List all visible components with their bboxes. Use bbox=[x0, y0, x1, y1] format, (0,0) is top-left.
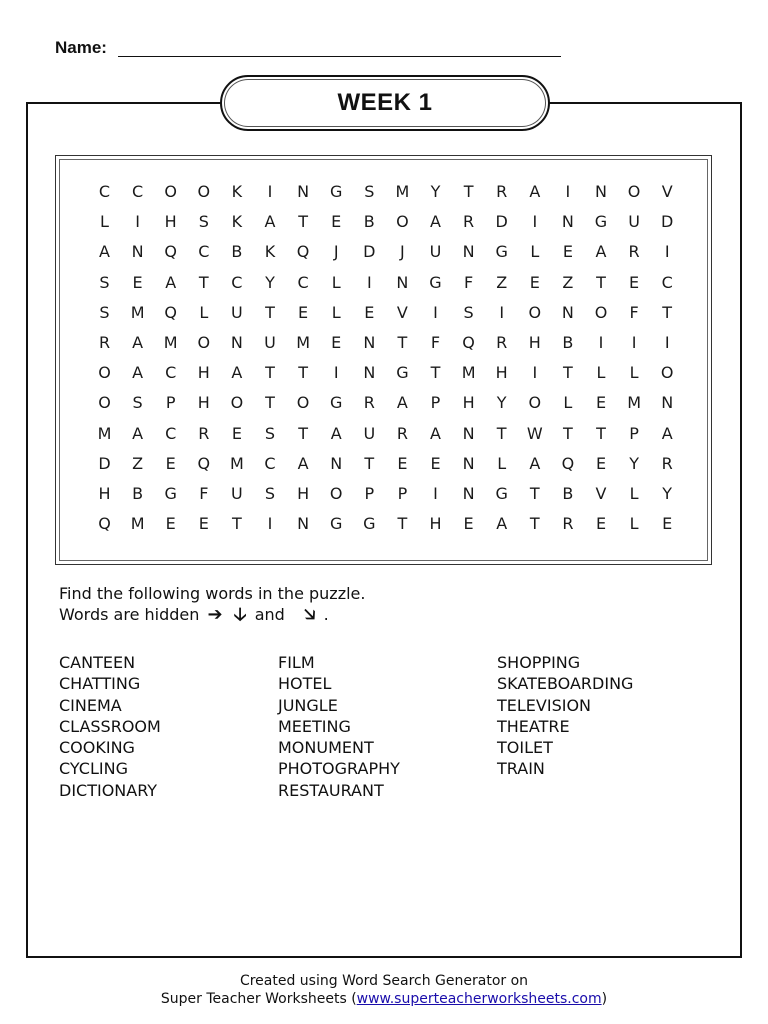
grid-letter: O bbox=[197, 333, 211, 352]
grid-letter: P bbox=[629, 423, 639, 443]
grid-letter: T bbox=[430, 363, 441, 383]
grid-letter: E bbox=[430, 453, 441, 473]
instructions-line-2 bbox=[59, 604, 365, 625]
grid-letter: E bbox=[595, 393, 607, 413]
grid-letter: B bbox=[562, 333, 574, 352]
grid-letter: N bbox=[561, 302, 574, 322]
grid-letter: E bbox=[165, 514, 176, 534]
grid-letter: E bbox=[629, 272, 640, 292]
word-item: SHOPPING bbox=[497, 653, 581, 672]
footer-prefix: Super Teacher Worksheets ( bbox=[160, 991, 357, 1007]
grid-letter: N bbox=[462, 423, 475, 443]
grid-letter: K bbox=[231, 212, 243, 232]
grid-letter: G bbox=[429, 272, 442, 292]
arrow-down-icon: 🡣 bbox=[233, 604, 247, 625]
grid-letter: U bbox=[429, 242, 442, 262]
grid-letter: S bbox=[99, 302, 110, 322]
grid-letter: L bbox=[331, 272, 341, 292]
grid-letter: O bbox=[528, 393, 542, 413]
footer-line-2 bbox=[0, 990, 768, 1008]
word-list-column-3 bbox=[497, 652, 633, 780]
grid-letter: M bbox=[627, 393, 641, 413]
grid-letter: M bbox=[130, 514, 145, 534]
grid-letter: R bbox=[198, 423, 210, 443]
grid-letter: D bbox=[661, 212, 674, 232]
grid-letter: N bbox=[561, 212, 574, 232]
grid-letter: T bbox=[596, 272, 606, 292]
word-list-column-1 bbox=[59, 652, 161, 801]
instructions bbox=[59, 583, 365, 625]
grid-letter: H bbox=[197, 393, 210, 413]
grid-letter: N bbox=[230, 333, 243, 352]
word-list-column-2 bbox=[278, 652, 400, 801]
grid-letter: F bbox=[430, 333, 441, 352]
grid-letter: G bbox=[164, 484, 177, 503]
grid-letter: E bbox=[595, 453, 607, 473]
grid-row bbox=[88, 484, 688, 514]
grid-letter: Q bbox=[296, 242, 310, 262]
arrow-right-icon: ➔ bbox=[207, 604, 223, 625]
grid-letter: L bbox=[199, 302, 209, 322]
grid-letter: E bbox=[331, 333, 342, 352]
name-label: Name: bbox=[55, 38, 107, 57]
grid-letter: Z bbox=[496, 272, 508, 292]
grid-letter: S bbox=[264, 484, 276, 503]
word-item: SKATEBOARDING bbox=[497, 674, 634, 694]
grid-letter: T bbox=[298, 363, 308, 383]
grid-letter: O bbox=[396, 212, 409, 232]
grid-letter: Y bbox=[662, 484, 673, 503]
grid-letter: J bbox=[333, 242, 339, 262]
week-title: WEEK 1 bbox=[337, 89, 433, 116]
grid-letter: A bbox=[661, 423, 673, 443]
grid-letter: L bbox=[497, 453, 507, 473]
grid-letter: C bbox=[264, 453, 276, 473]
grid-letter: B bbox=[363, 212, 375, 232]
grid-letter: N bbox=[396, 272, 409, 292]
grid-letter: R bbox=[562, 514, 574, 534]
grid-letter: T bbox=[198, 272, 209, 292]
grid-letter: A bbox=[132, 333, 144, 352]
grid-letter: R bbox=[98, 333, 111, 352]
grid-letter: Q bbox=[98, 514, 111, 534]
grid-letter: A bbox=[396, 393, 408, 413]
grid-letter: T bbox=[529, 484, 540, 503]
grid-letter: R bbox=[496, 182, 508, 201]
grid-letter: H bbox=[297, 484, 310, 503]
grid-letter: J bbox=[400, 242, 405, 262]
grid-row bbox=[88, 182, 688, 212]
grid-row bbox=[88, 363, 688, 393]
grid-letter: Q bbox=[197, 453, 211, 473]
grid-letter: F bbox=[199, 484, 209, 503]
grid-row bbox=[88, 393, 688, 423]
grid-letter: E bbox=[529, 272, 540, 292]
grid-letter: N bbox=[363, 363, 376, 383]
grid-letter: R bbox=[661, 453, 673, 473]
grid-letter: K bbox=[231, 182, 243, 201]
grid-letter: N bbox=[297, 182, 310, 201]
grid-letter: O bbox=[660, 363, 674, 383]
grid-letter: N bbox=[131, 242, 144, 262]
grid-letter: I bbox=[664, 333, 670, 352]
grid-letter: H bbox=[164, 212, 177, 232]
grid-letter: T bbox=[529, 514, 540, 534]
arrow-diagonal-icon: 🡦 bbox=[303, 604, 316, 625]
grid-letter: T bbox=[397, 333, 408, 352]
grid-letter: L bbox=[100, 212, 109, 232]
grid-letter: A bbox=[165, 272, 177, 292]
grid-letter: E bbox=[595, 514, 607, 534]
grid-letter: P bbox=[165, 393, 176, 413]
grid-letter: K bbox=[264, 242, 276, 262]
grid-letter: E bbox=[231, 423, 242, 443]
grid-letter: Q bbox=[561, 453, 575, 473]
grid-letter: N bbox=[363, 333, 376, 352]
word-item: TELEVISION bbox=[497, 695, 592, 715]
grid-letter: U bbox=[231, 484, 243, 503]
grid-letter: T bbox=[265, 302, 275, 322]
grid-letter: D bbox=[363, 242, 376, 262]
grid-letter: E bbox=[397, 453, 408, 473]
grid-letter: F bbox=[463, 272, 474, 292]
grid-letter: A bbox=[297, 453, 309, 473]
footer bbox=[0, 972, 768, 1008]
footer-link[interactable]: www.superteacherworksheets.com bbox=[356, 991, 602, 1007]
grid-letter: T bbox=[496, 423, 507, 443]
grid-letter: I bbox=[366, 272, 372, 292]
grid-letter: H bbox=[98, 484, 111, 503]
grid-letter: P bbox=[430, 393, 441, 413]
grid-letter: E bbox=[463, 514, 474, 534]
word-item: CYCLING bbox=[59, 759, 128, 779]
grid-letter: G bbox=[363, 514, 376, 534]
grid-letter: C bbox=[231, 272, 243, 292]
grid-letter: E bbox=[562, 242, 573, 262]
word-item: DICTIONARY bbox=[59, 780, 158, 800]
grid-letter: O bbox=[230, 393, 244, 413]
word-item: TOILET bbox=[497, 738, 553, 758]
grid-letter: O bbox=[164, 182, 177, 201]
grid-letter: L bbox=[629, 484, 639, 503]
grid-letter: G bbox=[594, 212, 608, 232]
grid-letter: Q bbox=[164, 242, 177, 262]
grid-letter: I bbox=[532, 212, 538, 232]
grid-letter: V bbox=[661, 182, 673, 201]
grid-letter: R bbox=[463, 212, 475, 232]
grid-letter: S bbox=[463, 302, 474, 322]
grid-letter: T bbox=[596, 423, 606, 443]
grid-letter: E bbox=[331, 212, 342, 232]
grid-letter: N bbox=[595, 182, 607, 201]
grid-letter: E bbox=[198, 514, 209, 534]
grid-letter: T bbox=[265, 363, 275, 383]
grid-letter: L bbox=[596, 363, 606, 383]
grid-letter: T bbox=[298, 423, 308, 443]
week-banner bbox=[220, 75, 550, 131]
word-item: JUNGLE bbox=[278, 695, 338, 715]
grid-letter: T bbox=[563, 423, 573, 443]
grid-row bbox=[88, 273, 688, 303]
grid-letter: C bbox=[98, 182, 111, 201]
grid-letter: I bbox=[267, 514, 273, 534]
grid-letter: D bbox=[98, 453, 111, 473]
and-word: and bbox=[254, 605, 285, 624]
grid-letter: Z bbox=[132, 453, 144, 473]
grid-letter: A bbox=[529, 182, 541, 201]
grid-letter: B bbox=[231, 242, 243, 262]
period: . bbox=[323, 605, 329, 624]
grid-letter: E bbox=[662, 514, 673, 534]
word-item: MONUMENT bbox=[278, 738, 374, 758]
grid-letter: E bbox=[165, 453, 176, 473]
grid-letter: L bbox=[530, 242, 540, 262]
grid-letter: N bbox=[462, 242, 475, 262]
grid-letter: O bbox=[329, 484, 343, 503]
grid-letter: P bbox=[364, 484, 375, 503]
hidden-prefix: Words are hidden bbox=[59, 605, 200, 624]
grid-letter: U bbox=[264, 333, 276, 352]
grid-letter: C bbox=[198, 242, 210, 262]
grid-row bbox=[88, 454, 688, 484]
grid-letter: T bbox=[397, 514, 408, 534]
grid-letter: A bbox=[231, 363, 243, 383]
grid-letter: Q bbox=[164, 302, 177, 322]
grid-letter: I bbox=[267, 182, 273, 201]
grid-letter: N bbox=[661, 393, 674, 413]
word-item: CANTEEN bbox=[59, 653, 136, 672]
grid-row bbox=[88, 424, 688, 454]
grid-letter: O bbox=[594, 302, 608, 322]
grid-letter: Z bbox=[562, 272, 574, 292]
grid-letter: H bbox=[462, 393, 475, 413]
grid-letter: A bbox=[132, 423, 144, 443]
grid-letter: T bbox=[232, 514, 242, 534]
instructions-line-1: Find the following words in the puzzle. bbox=[59, 584, 366, 603]
grid-letter: G bbox=[495, 484, 508, 503]
grid-letter: S bbox=[198, 212, 209, 232]
grid-letter: Y bbox=[430, 182, 441, 201]
grid-letter: U bbox=[231, 302, 243, 322]
grid-letter: N bbox=[462, 484, 475, 503]
grid-letter: T bbox=[662, 302, 673, 322]
grid-letter: A bbox=[330, 423, 342, 443]
grid-letter: O bbox=[98, 393, 111, 413]
word-item: CINEMA bbox=[59, 695, 122, 715]
grid-letter: M bbox=[461, 363, 476, 383]
grid-letter: O bbox=[528, 302, 542, 322]
grid-letter: H bbox=[197, 363, 210, 383]
word-item: THEATRE bbox=[497, 716, 570, 736]
grid-letter: F bbox=[629, 302, 639, 322]
grid-letter: A bbox=[496, 514, 508, 534]
grid-letter: A bbox=[430, 212, 441, 232]
grid-letter: L bbox=[331, 302, 341, 322]
grid-letter: H bbox=[495, 363, 508, 383]
grid-letter: V bbox=[595, 484, 607, 503]
grid-letter: E bbox=[298, 302, 309, 322]
grid-letter: M bbox=[130, 302, 145, 322]
grid-letter: A bbox=[430, 423, 441, 443]
grid-letter: I bbox=[499, 302, 505, 322]
grid-letter: T bbox=[298, 212, 308, 232]
grid-letter: C bbox=[132, 182, 144, 201]
grid-letter: B bbox=[562, 484, 574, 503]
grid-letter: D bbox=[495, 212, 508, 232]
grid-letter: O bbox=[627, 182, 641, 201]
grid-letter: R bbox=[396, 423, 408, 443]
footer-line-1: Created using Word Search Generator on bbox=[239, 973, 529, 989]
grid-letter: G bbox=[495, 242, 508, 262]
grid-letter: B bbox=[132, 484, 144, 503]
grid-row bbox=[88, 333, 688, 363]
grid-letter: S bbox=[132, 393, 143, 413]
grid-letter: A bbox=[529, 453, 541, 473]
grid-letter: M bbox=[163, 333, 178, 352]
grid-letter: W bbox=[526, 423, 543, 443]
word-item: HOTEL bbox=[278, 674, 332, 694]
grid-letter: I bbox=[433, 484, 438, 503]
grid-letter: Y bbox=[265, 272, 275, 292]
grid-letter: T bbox=[463, 182, 474, 201]
grid-letter: I bbox=[532, 363, 538, 383]
grid-letter: V bbox=[396, 302, 408, 322]
grid-letter: S bbox=[364, 182, 375, 201]
grid-letter: I bbox=[565, 182, 571, 201]
grid-letter: H bbox=[429, 514, 442, 534]
grid-row bbox=[88, 303, 688, 333]
footer-suffix: ) bbox=[601, 991, 608, 1007]
grid-letter: O bbox=[197, 182, 211, 201]
grid-letter: I bbox=[631, 333, 637, 352]
grid-letter: L bbox=[629, 363, 639, 383]
grid-letter: A bbox=[264, 212, 276, 232]
grid-letter: N bbox=[462, 453, 475, 473]
grid-letter: O bbox=[98, 363, 111, 383]
word-item: PHOTOGRAPHY bbox=[278, 759, 400, 779]
grid-letter: I bbox=[433, 302, 438, 322]
grid-letter: C bbox=[165, 363, 177, 383]
grid-row bbox=[88, 212, 688, 242]
grid-letter: G bbox=[329, 393, 343, 413]
grid-letter: U bbox=[363, 423, 376, 443]
grid-letter: E bbox=[132, 272, 143, 292]
grid-letter: A bbox=[132, 363, 144, 383]
grid-letter: M bbox=[229, 453, 244, 473]
grid-letter: I bbox=[664, 242, 670, 262]
grid-letter: G bbox=[329, 514, 343, 534]
grid-letter: M bbox=[296, 333, 310, 352]
grid-letter: M bbox=[97, 423, 112, 443]
grid-letter: N bbox=[297, 514, 310, 534]
grid-letter: L bbox=[563, 393, 573, 413]
name-line bbox=[118, 56, 561, 57]
word-item: CLASSROOM bbox=[59, 716, 161, 736]
grid-letter: M bbox=[395, 182, 410, 201]
grid-letter: R bbox=[363, 393, 375, 413]
grid-letter: N bbox=[330, 453, 343, 473]
grid-letter: G bbox=[396, 363, 409, 383]
grid-letter: I bbox=[333, 363, 339, 383]
grid-row bbox=[88, 242, 688, 272]
grid-row bbox=[88, 514, 688, 544]
grid-letter: S bbox=[99, 272, 110, 292]
grid-letter: P bbox=[397, 484, 408, 503]
grid-letter: C bbox=[297, 272, 309, 292]
grid-letter: E bbox=[364, 302, 375, 322]
word-item: TRAIN bbox=[497, 759, 545, 779]
grid-letter: I bbox=[135, 212, 140, 232]
word-item: MEETING bbox=[278, 716, 351, 736]
grid-letter: R bbox=[496, 333, 508, 352]
word-item: CHATTING bbox=[59, 674, 141, 694]
word-item: FILM bbox=[278, 653, 315, 672]
word-item: COOKING bbox=[59, 738, 135, 758]
grid-letter: C bbox=[661, 272, 673, 292]
grid-letter: R bbox=[628, 242, 640, 262]
grid-letter: Y bbox=[629, 453, 639, 473]
grid-letter: C bbox=[165, 423, 177, 443]
grid-letter: A bbox=[99, 242, 110, 262]
grid-letter: Q bbox=[462, 333, 475, 352]
grid-letter: G bbox=[329, 182, 343, 201]
grid-letter: H bbox=[528, 333, 541, 352]
grid-letter: S bbox=[264, 423, 276, 443]
grid-letter: Y bbox=[496, 393, 507, 413]
word-item: RESTAURANT bbox=[278, 780, 384, 800]
grid-letter: T bbox=[364, 453, 375, 473]
grid-letter: T bbox=[265, 393, 275, 413]
grid-letter: I bbox=[598, 333, 604, 352]
grid-letter: O bbox=[296, 393, 310, 413]
grid-letter: U bbox=[628, 212, 640, 232]
grid-letter: L bbox=[629, 514, 639, 534]
grid-letter: T bbox=[563, 363, 573, 383]
grid-letter: A bbox=[595, 242, 607, 262]
